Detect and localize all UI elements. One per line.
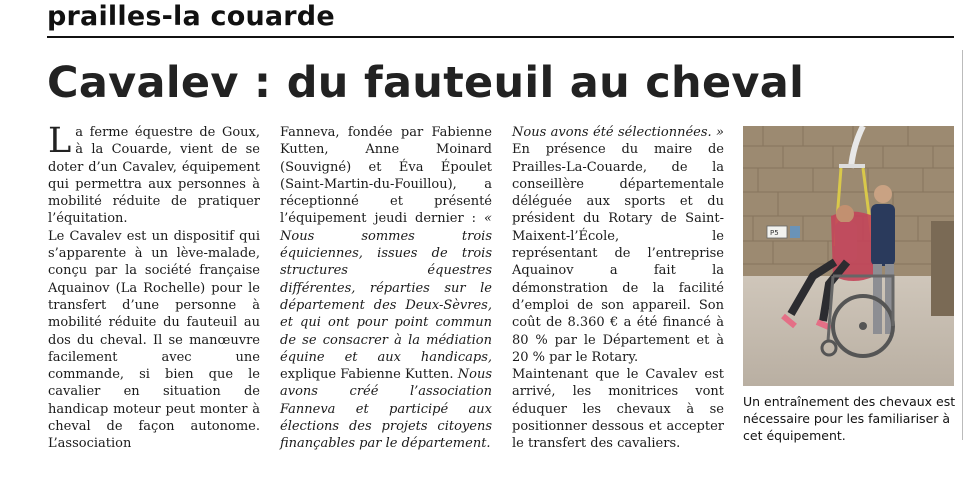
arena-floor [743, 276, 954, 386]
article-column-2 [280, 124, 492, 453]
quote: Nous avons créé l’association Fanneva et participé aux élections des projets citoyens finançables par le département. [280, 367, 492, 452]
man-head [874, 185, 892, 203]
door [931, 221, 954, 316]
paragraph-1: La ferme équestre de Goux, à la Couarde, vient de se doter d’un Cavalev, équipement qui permettra aux personnes à mobilité réduite de pratiquer l’équitation. [48, 121, 260, 227]
man-torso [871, 204, 895, 266]
photo-caption: Un entraînement des chevaux est nécessaire pour les familiariser à cet équipement. [743, 394, 956, 443]
wall-sign-blue [790, 226, 800, 238]
paragraph-5: Maintenant que le Cavalev est arrivé, les monitrices vont éduquer les chevaux à se positionner dessous et accepter le transfert des cavaliers. [512, 367, 724, 452]
quote: « Nous sommes trois équiciennes, issues de trois structures équestres différentes, réparties sur le département des Deux-Sèvres, et qui ont pour point commun de se consacrer à la médiation équine et aux handicaps, [280, 211, 492, 365]
paragraph-2: Le Cavalev est un dispositif qui s’apparente à un lève-malade, conçu par la société française Aquainov (La Rochelle) pour le transfert d’une personne à mobilité réduite du fauteuil au dos du cheval. Il se manœuvre facilement avec une commande, si bien que le cavalier en situation de handicap moteur peut monter à cheval de façon autonome. L’association [48, 228, 260, 452]
paragraph-3: Fanneva, fondée par Fabienne Kutten, Anne Moinard (Souvigné) et Éva Époulet (Saint-Martin-du-Fouillou), a réceptionné et présenté l’équipement jeudi dernier : « Nous sommes trois équiciennes, issues de trois structures équestres différentes, réparties sur le département des Deux-Sèvres, et qui ont pour point commun de se consacrer à la médiation équine et aux handicaps, explique Fabienne Kutten. Nous avons créé l’association Fanneva et participé aux élections des projets citoyens finançables par le département. [280, 125, 492, 452]
section-rubric: prailles-la couarde [47, 1, 335, 32]
woman-head [836, 205, 854, 223]
article-photo [743, 126, 954, 386]
article-column-3 [512, 124, 724, 453]
article-headline: Cavalev : du fauteuil au cheval [47, 58, 805, 108]
paragraph-4: Nous avons été sélectionnées. » En présence du maire de Prailles-La-Couarde, de la conseillère départementale déléguée aux sports et du président du Rotary de Saint-Maixent-l’École, le représentant de l’entreprise Aquainov a fait la démonstration de la facilité d’emploi de son appareil. Son coût de 8.360 € a été financé à 80 % par le Département et à 20 % par le Rotary. [512, 125, 724, 365]
page-edge-line [962, 50, 963, 440]
header-rule [47, 36, 954, 38]
wheelchair-hub [859, 322, 867, 330]
woman-torso [835, 222, 857, 262]
quote: Nous avons été sélectionnées. » [512, 125, 724, 140]
drop-cap: L [48, 121, 72, 161]
wall-sign-text: P5 [770, 229, 779, 237]
article-column-1 [48, 121, 260, 453]
